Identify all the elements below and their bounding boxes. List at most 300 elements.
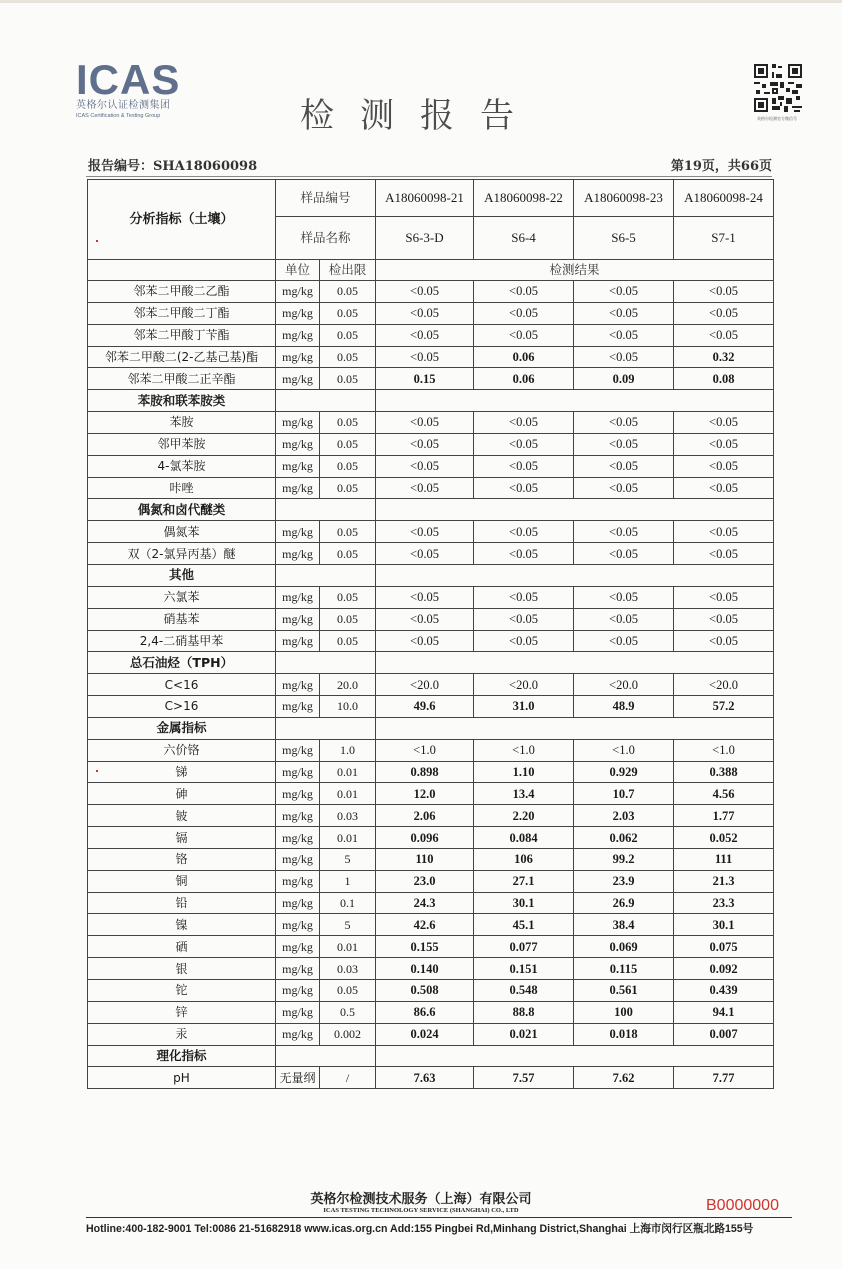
blank-cell	[276, 652, 376, 674]
analyte-name: 4-氯苯胺	[88, 455, 276, 477]
blank-cell	[376, 499, 774, 521]
result-cell: <0.05	[474, 302, 574, 324]
table-row	[88, 936, 774, 958]
results-table	[87, 179, 774, 1089]
result-cell: <0.05	[674, 302, 774, 324]
blank-cell	[276, 717, 376, 739]
unit-cell: mg/kg	[276, 892, 320, 914]
sample-name: S6-4	[474, 217, 574, 260]
analyte-name: 邻苯二甲酸二乙酯	[88, 281, 276, 303]
result-cell: <0.05	[474, 608, 574, 630]
analyte-name: 铊	[88, 980, 276, 1002]
sample-name: S6-5	[574, 217, 674, 260]
result-cell: <0.05	[574, 477, 674, 499]
unit-cell: mg/kg	[276, 543, 320, 565]
result-cell: 21.3	[674, 870, 774, 892]
detection-limit-cell: 0.05	[320, 455, 376, 477]
result-cell: 0.052	[674, 827, 774, 849]
table-row	[88, 433, 774, 455]
result-cell: 0.388	[674, 761, 774, 783]
result-cell: 23.9	[574, 870, 674, 892]
result-cell: <0.05	[574, 586, 674, 608]
detection-limit-cell: 0.1	[320, 892, 376, 914]
result-cell: 0.096	[376, 827, 474, 849]
unit-cell: mg/kg	[276, 958, 320, 980]
result-cell: 48.9	[574, 696, 674, 718]
detection-limit-cell: 0.05	[320, 586, 376, 608]
result-cell: 0.09	[574, 368, 674, 390]
result-cell: 0.092	[674, 958, 774, 980]
result-cell: <0.05	[574, 302, 674, 324]
result-cell: 0.439	[674, 980, 774, 1002]
unit-cell: mg/kg	[276, 608, 320, 630]
unit-cell: mg/kg	[276, 433, 320, 455]
table-row	[88, 302, 774, 324]
sample-no-label: 样品编号	[276, 180, 376, 217]
unit-cell: mg/kg	[276, 1023, 320, 1045]
result-cell: 0.15	[376, 368, 474, 390]
detection-limit-cell: 0.05	[320, 302, 376, 324]
analyte-name: 苯胺	[88, 412, 276, 434]
result-cell: 0.062	[574, 827, 674, 849]
result-cell: 0.115	[574, 958, 674, 980]
result-cell: 0.561	[574, 980, 674, 1002]
result-cell: 0.508	[376, 980, 474, 1002]
result-cell: 1.10	[474, 761, 574, 783]
detection-limit-cell: 0.05	[320, 368, 376, 390]
result-cell: <0.05	[474, 586, 574, 608]
blank-cell	[276, 1045, 376, 1067]
result-cell: <1.0	[574, 739, 674, 761]
unit-cell: mg/kg	[276, 914, 320, 936]
analyte-name: 邻苯二甲酸二正辛酯	[88, 368, 276, 390]
unit-cell: mg/kg	[276, 783, 320, 805]
result-cell: 0.007	[674, 1023, 774, 1045]
result-cell: 45.1	[474, 914, 574, 936]
blank-cell	[276, 564, 376, 586]
result-cell: <0.05	[376, 521, 474, 543]
table-row	[88, 324, 774, 346]
result-cell: <0.05	[674, 412, 774, 434]
table-row	[88, 586, 774, 608]
category-row	[88, 499, 774, 521]
result-cell: 0.151	[474, 958, 574, 980]
detection-limit-cell: 1	[320, 870, 376, 892]
result-cell: 49.6	[376, 696, 474, 718]
table-row	[88, 368, 774, 390]
result-cell: 0.018	[574, 1023, 674, 1045]
header-row-units	[88, 260, 774, 281]
scan-mark	[96, 770, 98, 772]
category-row	[88, 390, 774, 412]
result-cell: 7.62	[574, 1067, 674, 1089]
result-cell: <0.05	[674, 521, 774, 543]
result-cell: 106	[474, 848, 574, 870]
result-cell: 2.03	[574, 805, 674, 827]
unit-cell: mg/kg	[276, 521, 320, 543]
unit-cell: mg/kg	[276, 1001, 320, 1023]
report-code: B0000000	[706, 1197, 779, 1214]
analyte-name: 硝基苯	[88, 608, 276, 630]
header-divider	[86, 176, 772, 177]
analyte-name: 咔唑	[88, 477, 276, 499]
result-cell: <0.05	[474, 630, 574, 652]
unit-cell: mg/kg	[276, 412, 320, 434]
result-cell: <0.05	[474, 412, 574, 434]
analyte-name: 镉	[88, 827, 276, 849]
unit-cell: mg/kg	[276, 674, 320, 696]
result-cell: <0.05	[376, 630, 474, 652]
result-cell: 2.06	[376, 805, 474, 827]
unit-cell: mg/kg	[276, 477, 320, 499]
unit-cell: mg/kg	[276, 827, 320, 849]
table-row	[88, 1023, 774, 1045]
top-edge-line	[0, 0, 842, 3]
result-cell: <0.05	[376, 346, 474, 368]
qr-code-icon	[752, 62, 804, 114]
detection-limit-cell: 0.01	[320, 761, 376, 783]
unit-cell: mg/kg	[276, 455, 320, 477]
result-cell: <0.05	[376, 302, 474, 324]
table-row	[88, 346, 774, 368]
detection-limit-cell: 0.01	[320, 783, 376, 805]
sample-id: A18060098-24	[674, 180, 774, 217]
result-cell: <0.05	[474, 477, 574, 499]
analyte-name: pH	[88, 1067, 276, 1089]
result-cell: 99.2	[574, 848, 674, 870]
unit-cell: mg/kg	[276, 368, 320, 390]
result-cell: 12.0	[376, 783, 474, 805]
result-cell: <0.05	[674, 543, 774, 565]
detection-limit-cell: 0.05	[320, 521, 376, 543]
analyte-name: 六价铬	[88, 739, 276, 761]
blank-cell	[376, 652, 774, 674]
scan-mark	[96, 240, 98, 242]
category-label: 金属指标	[88, 717, 276, 739]
analyte-name: 铜	[88, 870, 276, 892]
blank-cell	[376, 390, 774, 412]
unit-cell: mg/kg	[276, 848, 320, 870]
result-cell: <0.05	[376, 586, 474, 608]
analyte-name: 硒	[88, 936, 276, 958]
detection-limit-cell: 5	[320, 914, 376, 936]
result-cell: 7.57	[474, 1067, 574, 1089]
analyte-name: 铍	[88, 805, 276, 827]
table-row	[88, 674, 774, 696]
result-cell: <0.05	[376, 543, 474, 565]
table-row	[88, 783, 774, 805]
table-row	[88, 848, 774, 870]
result-cell: 0.898	[376, 761, 474, 783]
page-number: 第19页，共66页	[670, 159, 772, 174]
result-cell: <20.0	[674, 674, 774, 696]
unit-cell: mg/kg	[276, 761, 320, 783]
result-cell: 110	[376, 848, 474, 870]
analyte-name: C<16	[88, 674, 276, 696]
detection-limit-cell: 0.5	[320, 1001, 376, 1023]
unit-cell: mg/kg	[276, 630, 320, 652]
result-cell: 2.20	[474, 805, 574, 827]
analyte-name: 邻苯二甲酸丁苄酯	[88, 324, 276, 346]
category-label: 总石油烃（TPH）	[88, 652, 276, 674]
analyte-name: 镍	[88, 914, 276, 936]
detection-limit-cell: 0.05	[320, 630, 376, 652]
detection-limit-cell: 0.01	[320, 936, 376, 958]
table-row	[88, 827, 774, 849]
analyte-name: 铅	[88, 892, 276, 914]
result-cell: <20.0	[376, 674, 474, 696]
result-cell: 0.069	[574, 936, 674, 958]
result-cell: 88.8	[474, 1001, 574, 1023]
result-cell: 0.32	[674, 346, 774, 368]
company-name-cn: 英格尔检测技术服务（上海）有限公司	[310, 1192, 532, 1207]
sample-name-label: 样品名称	[276, 217, 376, 260]
result-cell: 30.1	[474, 892, 574, 914]
result-cell: <0.05	[574, 455, 674, 477]
category-label: 苯胺和联苯胺类	[88, 390, 276, 412]
unit-cell: mg/kg	[276, 739, 320, 761]
result-cell: 7.77	[674, 1067, 774, 1089]
category-label: 偶氮和卤代醚类	[88, 499, 276, 521]
result-cell: 111	[674, 848, 774, 870]
sample-id: A18060098-21	[376, 180, 474, 217]
result-cell: <0.05	[574, 608, 674, 630]
sample-name: S6-3-D	[376, 217, 474, 260]
result-cell: 24.3	[376, 892, 474, 914]
result-cell: <0.05	[674, 630, 774, 652]
result-cell: <0.05	[674, 608, 774, 630]
result-cell: 0.06	[474, 346, 574, 368]
result-cell: <0.05	[376, 433, 474, 455]
result-cell: <0.05	[574, 433, 674, 455]
result-cell: 27.1	[474, 870, 574, 892]
analyte-name: 偶氮苯	[88, 521, 276, 543]
blank-cell	[376, 717, 774, 739]
page-title: 检测报告	[300, 96, 540, 136]
result-cell: <0.05	[574, 346, 674, 368]
header-row-sample-id	[88, 180, 774, 217]
unit-cell: mg/kg	[276, 805, 320, 827]
table-row	[88, 892, 774, 914]
analyte-name: 邻苯二甲酸二(2-乙基己基)酯	[88, 346, 276, 368]
result-cell: 1.77	[674, 805, 774, 827]
result-cell: 86.6	[376, 1001, 474, 1023]
logo-chinese-name: 英格尔认证检测集团	[76, 100, 171, 111]
result-cell: <1.0	[474, 739, 574, 761]
blank-cell	[276, 390, 376, 412]
result-cell: <0.05	[474, 455, 574, 477]
detection-limit-cell: 1.0	[320, 739, 376, 761]
result-cell: <1.0	[376, 739, 474, 761]
detection-limit-cell: 0.05	[320, 477, 376, 499]
result-cell: 30.1	[674, 914, 774, 936]
analyte-name: 2,4-二硝基甲苯	[88, 630, 276, 652]
analyte-name: 双（2-氯异丙基）醚	[88, 543, 276, 565]
blank-cell	[276, 499, 376, 521]
footer-divider	[86, 1217, 792, 1218]
analyte-name: 铬	[88, 848, 276, 870]
logo-english-name: ICAS Certification & Testing Group	[76, 113, 161, 119]
detection-limit-cell: 0.05	[320, 433, 376, 455]
unit-cell: mg/kg	[276, 346, 320, 368]
result-cell: 100	[574, 1001, 674, 1023]
analyte-name: 砷	[88, 783, 276, 805]
result-cell: <0.05	[574, 630, 674, 652]
result-cell: 0.140	[376, 958, 474, 980]
result-cell: 0.929	[574, 761, 674, 783]
detection-limit-cell: /	[320, 1067, 376, 1089]
unit-cell: mg/kg	[276, 586, 320, 608]
result-cell: <0.05	[574, 543, 674, 565]
result-cell: 7.63	[376, 1067, 474, 1089]
table-row	[88, 455, 774, 477]
result-cell: <0.05	[674, 455, 774, 477]
result-cell: <0.05	[376, 324, 474, 346]
contact-line: Hotline:400-182-9001 Tel:0086 21-51682918 www.icas.org.cn Add:155 Pingbei Rd,Minhang District,Shanghai 上海市闵行区瓶北路155号	[86, 1223, 754, 1235]
unit-cell: mg/kg	[276, 696, 320, 718]
corner-label: 分析指标（土壤）	[88, 180, 276, 260]
detection-limit-cell: 0.05	[320, 281, 376, 303]
table-row	[88, 1067, 774, 1089]
detection-limit-cell: 0.03	[320, 805, 376, 827]
result-cell: 4.56	[674, 783, 774, 805]
detection-limit-cell: 0.05	[320, 346, 376, 368]
analyte-name: 银	[88, 958, 276, 980]
table-row	[88, 521, 774, 543]
result-cell: 31.0	[474, 696, 574, 718]
analyte-name: 邻甲苯胺	[88, 433, 276, 455]
result-cell: 23.3	[674, 892, 774, 914]
result-cell: <0.05	[674, 324, 774, 346]
result-cell: <0.05	[474, 281, 574, 303]
analyte-name: 汞	[88, 1023, 276, 1045]
detection-limit-cell: 10.0	[320, 696, 376, 718]
category-row	[88, 1045, 774, 1067]
result-cell: <0.05	[674, 586, 774, 608]
sample-id: A18060098-23	[574, 180, 674, 217]
report-number: 报告编号：SHA18060098	[88, 159, 258, 174]
blank-cell	[376, 1045, 774, 1067]
analyte-name: 锌	[88, 1001, 276, 1023]
result-cell: <0.05	[376, 477, 474, 499]
unit-cell: mg/kg	[276, 324, 320, 346]
unit-cell: mg/kg	[276, 936, 320, 958]
detection-limit-cell: 0.03	[320, 958, 376, 980]
result-cell: <0.05	[376, 608, 474, 630]
analyte-name: C>16	[88, 696, 276, 718]
category-row	[88, 717, 774, 739]
result-cell: <0.05	[574, 412, 674, 434]
sample-id: A18060098-22	[474, 180, 574, 217]
table-row	[88, 630, 774, 652]
result-cell: <0.05	[376, 281, 474, 303]
result-cell: <0.05	[574, 324, 674, 346]
result-cell: <1.0	[674, 739, 774, 761]
company-name-en: ICAS TESTING TECHNOLOGY SERVICE (SHANGHAI) CO., LTD	[323, 1207, 519, 1214]
icas-logo	[76, 56, 188, 120]
category-label: 其他	[88, 564, 276, 586]
category-row	[88, 652, 774, 674]
table-row	[88, 980, 774, 1002]
unit-cell: 无量纲	[276, 1067, 320, 1089]
result-cell: 0.155	[376, 936, 474, 958]
table-row	[88, 1001, 774, 1023]
result-cell: 0.08	[674, 368, 774, 390]
result-cell: 26.9	[574, 892, 674, 914]
table-row	[88, 739, 774, 761]
result-cell: 13.4	[474, 783, 574, 805]
result-cell: 38.4	[574, 914, 674, 936]
result-cell: <0.05	[376, 455, 474, 477]
analyte-name: 六氯苯	[88, 586, 276, 608]
unit-cell: mg/kg	[276, 980, 320, 1002]
detection-limit-cell: 20.0	[320, 674, 376, 696]
detection-limit-cell: 0.05	[320, 608, 376, 630]
result-cell: 57.2	[674, 696, 774, 718]
detection-limit-cell: 0.05	[320, 412, 376, 434]
result-cell: <0.05	[474, 324, 574, 346]
result-cell: 0.084	[474, 827, 574, 849]
result-cell: <20.0	[474, 674, 574, 696]
result-cell: <0.05	[674, 433, 774, 455]
result-cell: 0.075	[674, 936, 774, 958]
category-label: 理化指标	[88, 1045, 276, 1067]
logo-text: ICAS	[76, 56, 181, 103]
result-cell: 0.024	[376, 1023, 474, 1045]
detection-limit-cell: 0.05	[320, 980, 376, 1002]
analyte-name: 邻苯二甲酸二丁酯	[88, 302, 276, 324]
table-row	[88, 805, 774, 827]
table-row	[88, 477, 774, 499]
limit-label: 检出限	[320, 260, 376, 281]
result-cell: 0.077	[474, 936, 574, 958]
detection-limit-cell: 0.01	[320, 827, 376, 849]
result-label: 检测结果	[376, 260, 774, 281]
result-cell: 0.548	[474, 980, 574, 1002]
table-row	[88, 543, 774, 565]
result-cell: <0.05	[674, 477, 774, 499]
result-cell: 94.1	[674, 1001, 774, 1023]
result-cell: <0.05	[474, 543, 574, 565]
result-cell: 0.021	[474, 1023, 574, 1045]
unit-cell: mg/kg	[276, 281, 320, 303]
detection-limit-cell: 5	[320, 848, 376, 870]
result-cell: <0.05	[574, 281, 674, 303]
blank-cell	[88, 260, 276, 281]
table-row	[88, 412, 774, 434]
table-row	[88, 914, 774, 936]
qr-caption: 英格尔检测官方微信号	[757, 116, 797, 121]
table-row	[88, 761, 774, 783]
unit-cell: mg/kg	[276, 302, 320, 324]
result-cell: <0.05	[376, 412, 474, 434]
result-cell: <0.05	[474, 433, 574, 455]
result-cell: <20.0	[574, 674, 674, 696]
unit-label: 单位	[276, 260, 320, 281]
sample-name: S7-1	[674, 217, 774, 260]
result-cell: <0.05	[674, 281, 774, 303]
result-cell: <0.05	[574, 521, 674, 543]
detection-limit-cell: 0.05	[320, 543, 376, 565]
table-row	[88, 958, 774, 980]
result-cell: 0.06	[474, 368, 574, 390]
result-cell: 42.6	[376, 914, 474, 936]
blank-cell	[376, 564, 774, 586]
table-row	[88, 608, 774, 630]
analyte-name: 锑	[88, 761, 276, 783]
table-row	[88, 281, 774, 303]
table-row	[88, 870, 774, 892]
